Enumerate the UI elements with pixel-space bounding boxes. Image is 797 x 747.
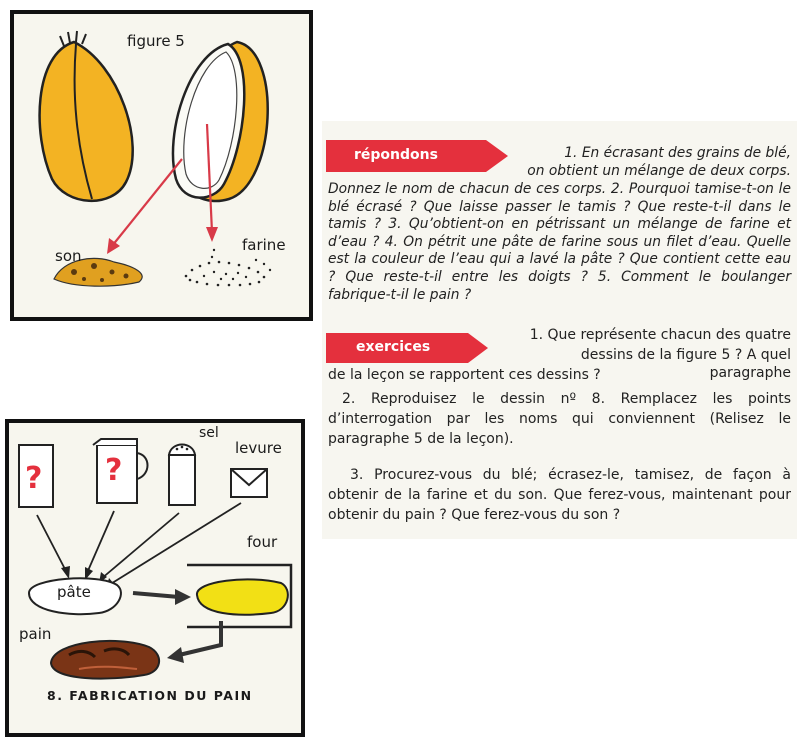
figure-8-panel — [5, 419, 305, 737]
bread-loaf-icon — [51, 641, 159, 679]
repondons-tag: répondons — [354, 147, 438, 163]
repondons-line-1: 1. En écrasant des grains de blé, — [564, 145, 791, 161]
figure-5-title: figure 5 — [127, 32, 185, 50]
whole-grain-icon — [40, 31, 133, 201]
bread-making-diagram — [9, 423, 301, 733]
repondons-body: Donnez le nom de chacun de ces corps. 2. Pourquoi tamise-t-on le blé écrasé ? Que laisse passer le tamis ? Que reste-t-il dans le tamis ? 3. Qu’obtient-on en pétrissant un mélange de farine et d’eau ? 4. On pétrit une pâte de farine sous un filet d’eau. Quelle est la couleur de l’eau qui a lavé la pâte ? Que contient cette eau ? Que reste-t-il entre les doigts ? 5. Comment le boulanger fabrique-t-il le pain ? — [328, 181, 791, 303]
label-pate: pâte — [57, 583, 91, 601]
exercise-3: 3. Procurez-vous du blé; écrasez-le, tamisez, de façon à obtenir de la farine et du son. Que ferez-vous, maintenant pour obtenir du pain ? Que ferez-vous du son ? — [328, 467, 791, 523]
flour-pile-icon — [185, 249, 272, 287]
salt-shaker-icon — [169, 445, 195, 506]
yeast-package-icon — [231, 469, 267, 497]
question-mark-2: ? — [105, 453, 123, 488]
exercise-1-line-1: 1. Que représente chacun des quatre — [529, 327, 791, 343]
label-sel: sel — [199, 425, 219, 441]
exercise-2: 2. Reproduisez le dessin nº 8. Remplacez les points d’interrogation par les noms qui conviennent (Relisez le paragraphe 5 de la leçon). — [328, 391, 791, 447]
label-levure: levure — [235, 439, 282, 457]
wheat-grain-illustration — [14, 14, 309, 317]
label-pain: pain — [19, 625, 52, 643]
oven-icon — [187, 565, 291, 627]
label-four: four — [247, 533, 278, 551]
label-farine: farine — [242, 236, 286, 254]
cut-grain-icon — [173, 42, 268, 201]
exercise-text-page — [322, 121, 797, 539]
exercise-1-line-3: de la leçon se rapportent ces dessins ? — [328, 367, 601, 383]
figure-5-panel — [10, 10, 313, 321]
repondons-line-2: on obtient un mélange de deux corps. — [527, 163, 791, 179]
exercise-1-line-2: dessins de la figure 5 ? A quel paragraphe — [580, 347, 791, 381]
label-son: son — [55, 247, 82, 265]
figure-8-caption: 8. FABRICATION DU PAIN — [47, 688, 253, 703]
question-mark-1: ? — [25, 461, 43, 496]
exercices-tag: exercices — [356, 339, 431, 355]
to-oven-arrow — [133, 593, 179, 597]
